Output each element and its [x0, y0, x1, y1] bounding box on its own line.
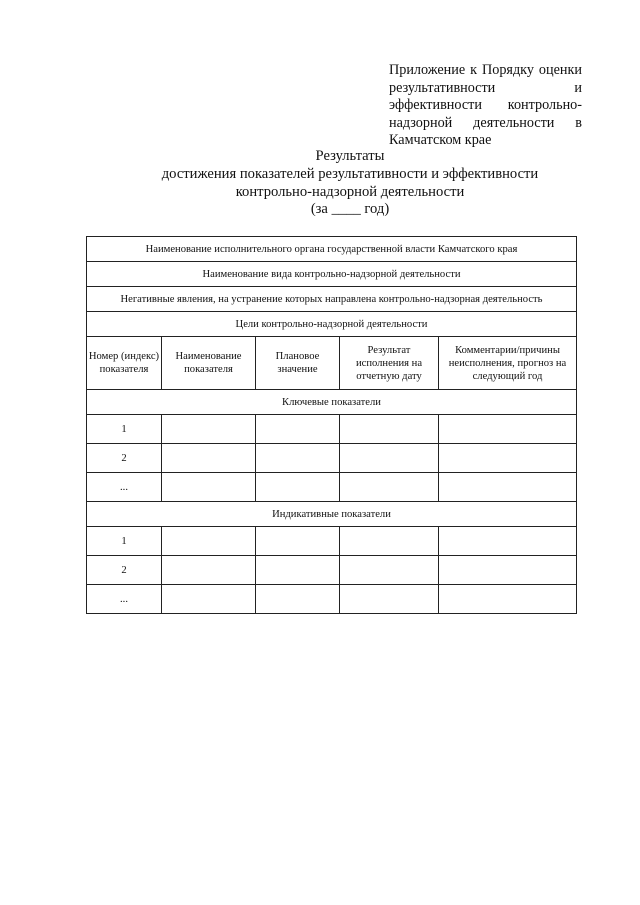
- empty-cell: [256, 585, 340, 614]
- title-line-3: контрольно-надзорной деятельности: [235, 183, 465, 200]
- header-comments: Комментарии/причины неисполнения, прогноз на следующий год: [439, 337, 577, 390]
- empty-cell: [162, 556, 256, 585]
- empty-cell: [340, 556, 439, 585]
- empty-cell: [340, 585, 439, 614]
- empty-cell: [162, 527, 256, 556]
- row-index: ...: [87, 473, 162, 502]
- table-row: [87, 585, 577, 614]
- empty-cell: [340, 527, 439, 556]
- section-indicative-indicators: Индикативные показатели: [87, 502, 577, 527]
- empty-cell: [439, 585, 577, 614]
- document-title: [60, 148, 640, 219]
- header-result: Результат исполнения на отчетную дату: [340, 337, 439, 390]
- appendix-note: Приложение к Порядку оценки результативности и эффективности контрольно-надзорной деятельности в Камчатском крае: [389, 62, 582, 148]
- empty-cell: [439, 527, 577, 556]
- row-index: ...: [87, 585, 162, 614]
- row-index: 2: [87, 444, 162, 473]
- activity-type-row: Наименование вида контрольно-надзорной деятельности: [87, 262, 577, 287]
- empty-cell: [256, 556, 340, 585]
- empty-cell: [162, 585, 256, 614]
- empty-cell: [256, 527, 340, 556]
- row-index: 1: [87, 415, 162, 444]
- title-line-1: Результаты: [315, 148, 385, 164]
- title-line-2: достижения показателей результативности и эффективности: [161, 165, 539, 182]
- empty-cell: [256, 415, 340, 444]
- empty-cell: [162, 415, 256, 444]
- goals-row: Цели контрольно-надзорной деятельности: [87, 312, 577, 337]
- empty-cell: [256, 444, 340, 473]
- row-index: 1: [87, 527, 162, 556]
- empty-cell: [340, 444, 439, 473]
- table-row: [87, 556, 577, 585]
- table-row: [87, 527, 577, 556]
- header-planned-value: Плановое значение: [256, 337, 340, 390]
- empty-cell: [439, 556, 577, 585]
- header-indicator-name: Наименование показателя: [162, 337, 256, 390]
- table-row: [87, 473, 577, 502]
- section-key-indicators: Ключевые показатели: [87, 390, 577, 415]
- row-index: 2: [87, 556, 162, 585]
- empty-cell: [340, 473, 439, 502]
- results-table: [86, 236, 577, 614]
- header-index: Номер (индекс) показателя: [87, 337, 162, 390]
- negative-phenomena-row: Негативные явления, на устранение которых направлена контрольно-надзорная деятельность: [87, 287, 577, 312]
- empty-cell: [162, 444, 256, 473]
- empty-cell: [439, 415, 577, 444]
- table-row: [87, 415, 577, 444]
- title-line-4: (за ____ год): [310, 201, 390, 218]
- empty-cell: [439, 444, 577, 473]
- table-row: [87, 444, 577, 473]
- empty-cell: [439, 473, 577, 502]
- empty-cell: [340, 415, 439, 444]
- empty-cell: [162, 473, 256, 502]
- empty-cell: [256, 473, 340, 502]
- authority-name-row: Наименование исполнительного органа государственной власти Камчатского края: [87, 237, 577, 262]
